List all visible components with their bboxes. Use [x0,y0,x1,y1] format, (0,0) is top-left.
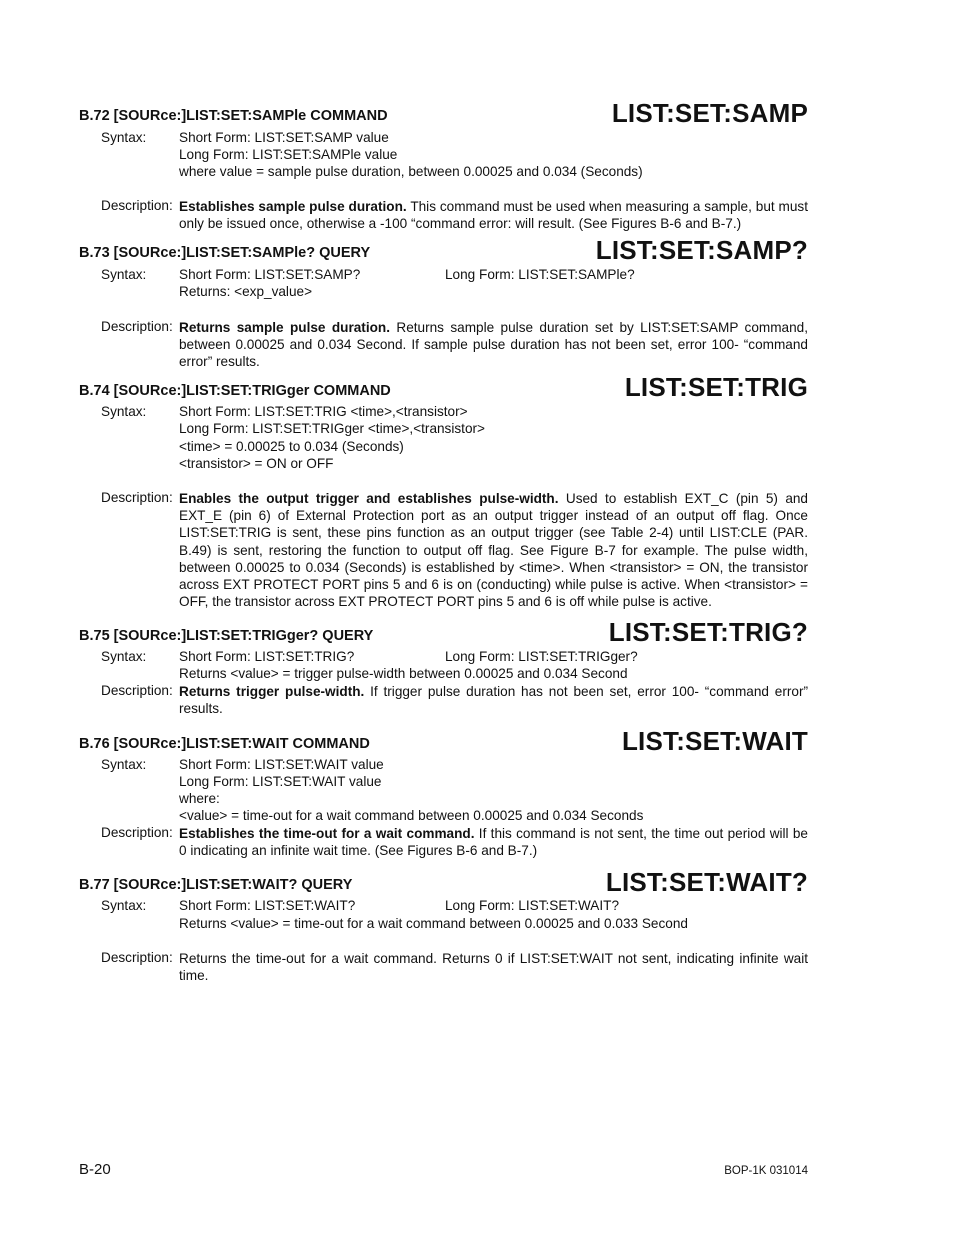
command-title: LIST:SET:TRIG? [608,617,808,647]
description-text [179,825,808,859]
syntax-long-form: Long Form: LIST:SET:WAIT? [445,898,620,913]
command-title: LIST:SET:SAMP [611,98,808,128]
syntax-returns: Returns <value> = time-out for a wait command between 0.00025 and 0.033 Second [179,916,688,931]
syntax-time: <time> = 0.00025 to 0.034 (Seconds) [179,439,404,454]
syntax-label: Syntax: [101,267,147,282]
description-label: Description: [101,825,173,840]
section-heading: B.73 [SOURce:]LIST:SET:SAMPle? QUERY [79,245,371,261]
syntax-label: Syntax: [101,130,147,145]
description-body: This command must be used when measuring a sample, but must only be issued once, otherwise a -100 “command error: will result. (See Figures B-6 and B-7.) [179,199,808,232]
syntax-transistor: <transistor> = ON or OFF [179,456,334,471]
description-label: Description: [101,683,173,698]
syntax-label: Syntax: [101,404,147,419]
description-label: Description: [101,950,173,965]
syntax-returns: Returns <value> = trigger pulse-width between 0.00025 and 0.034 Second [179,666,628,681]
description-label: Description: [101,490,173,505]
section-heading: B.75 [SOURce:]LIST:SET:TRIGger? QUERY [79,628,374,644]
syntax-returns: Returns: <exp_value> [179,284,313,299]
description-body: If this command is not sent, the time out period will be 0 indicating an infinite wait time. (See Figures B-6 and B-7.) [179,826,808,859]
description-bold: Returns sample pulse duration. [179,320,390,335]
description-bold: Establishes the time-out for a wait command. [179,826,475,841]
description-label: Description: [101,198,173,213]
syntax-short-form: Short Form: LIST:SET:TRIG <time>,<transistor> [179,404,468,419]
description-bold: Returns trigger pulse-width. [179,684,365,699]
syntax-label: Syntax: [101,649,147,664]
command-title: LIST:SET:WAIT [621,726,808,756]
description-text [179,319,808,371]
syntax-value: <value> = time-out for a wait command between 0.00025 and 0.034 Seconds [179,808,644,823]
section-heading: B.77 [SOURce:]LIST:SET:WAIT? QUERY [79,877,353,893]
syntax-long-form: Long Form: LIST:SET:TRIGger <time>,<transistor> [179,421,485,436]
description-body: Used to establish EXT_C (pin 5) and EXT_E (pin 6) of External Protection port as an output trigger instead of an output off flag. Once LIST:SET:TRIG is sent, these pins function as an output trigger (see Table 2-4) until LIST:CLE (PAR. B.49) is sent, restoring the function to output off flag. See Figure B-7 for example. The pulse width, between 0.00025 to 0.034 (Seconds) is established by <time>. When <transistor> = ON, the transistor across EXT PROTECT PORT pins 5 and 6 is on (conducting) while pulse is active. When <transistor> = OFF, the transistor across EXT PROTECT PORT pins 5 and 6 is off while pulse is active. [179,491,808,610]
syntax-where: where: [179,791,220,806]
description-text [179,198,808,232]
description-text [179,490,808,610]
command-title: LIST:SET:SAMP? [595,235,808,265]
description-body: If trigger pulse duration has not been set, error 100- “command error” results. [179,684,809,717]
syntax-where: where value = sample pulse duration, between 0.00025 and 0.034 (Seconds) [179,164,643,179]
description-body: Returns the time-out for a wait command. Returns 0 if LIST:SET:WAIT not sent, indicating infinite wait time. [179,951,808,984]
syntax-short-form: Short Form: LIST:SET:WAIT? [179,898,356,913]
syntax-short-form: Short Form: LIST:SET:SAMP value [179,130,389,145]
syntax-label: Syntax: [101,757,147,772]
description-bold: Establishes sample pulse duration. [179,199,407,214]
command-title: LIST:SET:TRIG [624,372,808,402]
command-title: LIST:SET:WAIT? [605,867,808,897]
description-bold: Enables the output trigger and establishes pulse-width. [179,491,559,506]
document-id: BOP-1K 031014 [724,1165,808,1177]
syntax-long-form: Long Form: LIST:SET:SAMPle? [445,267,635,282]
syntax-short-form: Short Form: LIST:SET:TRIG? [179,649,355,664]
section-heading: B.74 [SOURce:]LIST:SET:TRIGger COMMAND [79,383,391,399]
syntax-short-form: Short Form: LIST:SET:SAMP? [179,267,361,282]
description-text [179,950,808,984]
description-body: Returns sample pulse duration set by LIST:SET:SAMP command, between 0.00025 and 0.034 Second. If sample pulse duration has not been set, error 100- “command error” results. [179,320,808,370]
page-number: B-20 [79,1161,111,1178]
syntax-long-form: Long Form: LIST:SET:WAIT value [179,774,382,789]
description-label: Description: [101,319,173,334]
section-heading: B.76 [SOURce:]LIST:SET:WAIT COMMAND [79,736,370,752]
section-heading: B.72 [SOURce:]LIST:SET:SAMPle COMMAND [79,108,388,124]
syntax-long-form: Long Form: LIST:SET:SAMPle value [179,147,398,162]
description-text [179,683,808,717]
syntax-label: Syntax: [101,898,147,913]
syntax-long-form: Long Form: LIST:SET:TRIGger? [445,649,638,664]
syntax-short-form: Short Form: LIST:SET:WAIT value [179,757,384,772]
